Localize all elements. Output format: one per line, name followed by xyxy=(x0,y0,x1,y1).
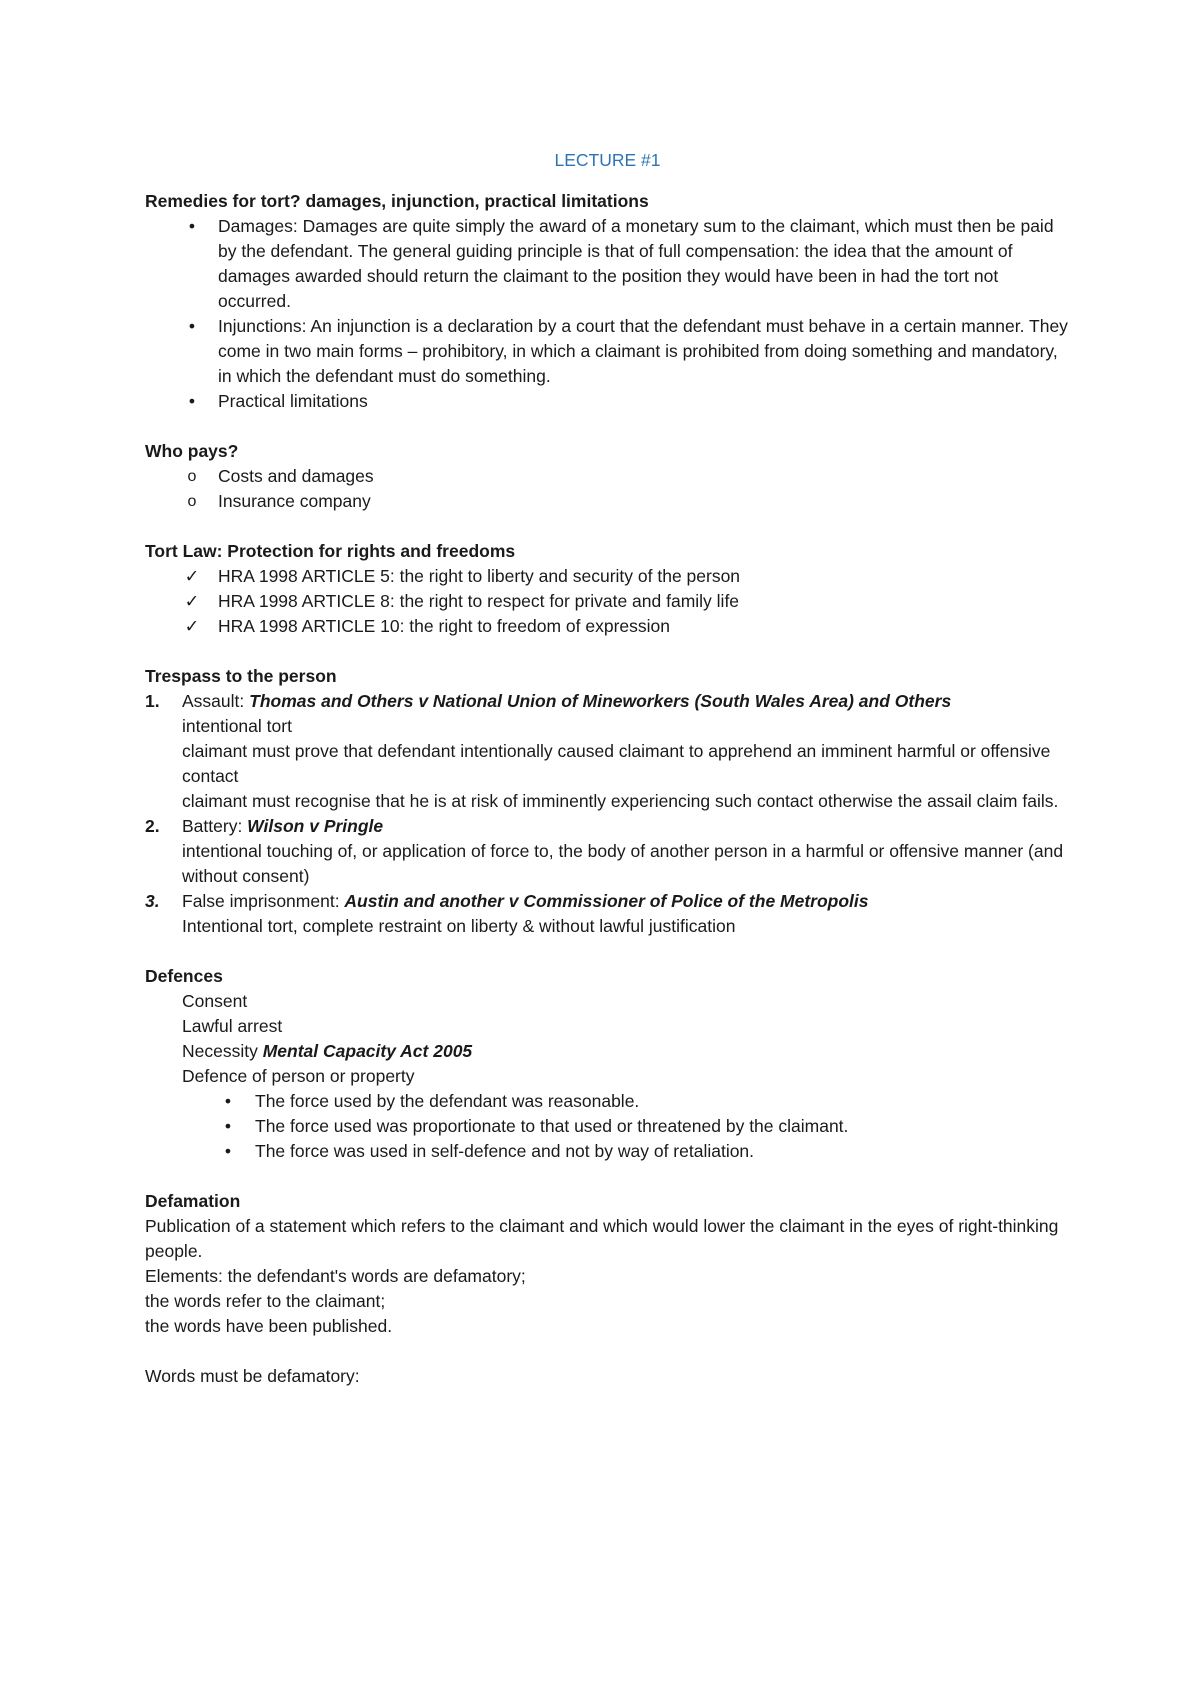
list-item: • Damages: Damages are quite simply the award of a monetary sum to the claimant, which must then be paid by the defendant. The general guiding principle is that of full compensation: the idea that the amount of damages awarded should return the claimant to the position they would have been in had the tort not occurred. xyxy=(145,214,1070,314)
list-item: • The force used was proportionate to that used or threatened by the claimant. xyxy=(145,1114,1070,1139)
list-item: ✓ HRA 1998 ARTICLE 8: the right to respect for private and family life xyxy=(145,589,1070,614)
defamation-line: Publication of a statement which refers to the claimant and which would lower the claimant in the eyes of right-thinking people. xyxy=(145,1216,1059,1261)
number-marker: 1. xyxy=(145,691,160,711)
list-item: ✓ HRA 1998 ARTICLE 10: the right to freedom of expression xyxy=(145,614,1070,639)
bullet-marker: • xyxy=(188,216,196,236)
who-pays-list xyxy=(145,464,1070,514)
defence-force-list xyxy=(145,1089,1070,1164)
bullet-marker: • xyxy=(224,1091,232,1111)
trespass-heading: Trespass to the person xyxy=(145,666,337,686)
page-title: LECTURE #1 xyxy=(554,150,661,170)
list-item: • The force used by the defendant was reasonable. xyxy=(145,1089,1070,1114)
number-marker: 2. xyxy=(145,816,160,836)
bullet-marker: • xyxy=(224,1116,232,1136)
battery-line: intentional touching of, or application of force to, the body of another person in a harmful or offensive manner (and without consent) xyxy=(182,841,1064,886)
act-name: Mental Capacity Act 2005 xyxy=(262,1041,473,1061)
check-icon: ✓ xyxy=(184,566,200,586)
list-item: • The force was used in self-defence and not by way of retaliation. xyxy=(145,1139,1070,1164)
list-item: o Costs and damages xyxy=(145,464,1070,489)
list-item-false-imprisonment: 3. False imprisonment: Austin and another v Commissioner of Police of the Metropolis xyxy=(145,889,1070,914)
defence-necessity: Necessity Mental Capacity Act 2005 xyxy=(182,1041,473,1061)
list-item: • Injunctions: An injunction is a declaration by a court that the defendant must behave in a certain manner. They come in two main forms – prohibitory, in which a claimant is prohibited from doing something and mandatory, in which the defendant must do something. xyxy=(145,314,1070,389)
defence-consent: Consent xyxy=(182,991,248,1011)
defamation-line: the words have been published. xyxy=(145,1316,393,1336)
circle-marker: o xyxy=(187,468,197,485)
trespass-list xyxy=(145,689,1070,939)
list-item: ✓ HRA 1998 ARTICLE 5: the right to liberty and security of the person xyxy=(145,564,1070,589)
tort-law-list xyxy=(145,564,1070,639)
document-page xyxy=(145,148,1070,1389)
remedies-list xyxy=(145,214,1070,414)
circle-marker: o xyxy=(187,493,197,510)
list-item: • Practical limitations xyxy=(145,389,1070,414)
case-name: Thomas and Others v National Union of Mineworkers (South Wales Area) and Others xyxy=(249,691,952,711)
check-icon: ✓ xyxy=(184,591,200,611)
tort-law-heading: Tort Law: Protection for rights and freedoms xyxy=(145,541,516,561)
list-item-battery: 2. Battery: Wilson v Pringle xyxy=(145,814,1070,839)
defamation-heading: Defamation xyxy=(145,1191,241,1211)
bullet-marker: • xyxy=(224,1141,232,1161)
bullet-marker: • xyxy=(188,316,196,336)
defamation-line: the words refer to the claimant; xyxy=(145,1291,386,1311)
list-item: o Insurance company xyxy=(145,489,1070,514)
check-icon: ✓ xyxy=(184,616,200,636)
who-pays-heading: Who pays? xyxy=(145,441,239,461)
assault-line: claimant must prove that defendant intentionally caused claimant to apprehend an imminent harmful or offensive contact xyxy=(182,741,1051,786)
false-imprisonment-line: Intentional tort, complete restraint on liberty & without lawful justification xyxy=(182,916,736,936)
assault-line: intentional tort xyxy=(182,716,292,736)
defences-heading: Defences xyxy=(145,966,223,986)
defamation-line: Elements: the defendant's words are defamatory; xyxy=(145,1266,526,1286)
bullet-marker: • xyxy=(188,391,196,411)
case-name: Wilson v Pringle xyxy=(247,816,384,836)
assault-line: claimant must recognise that he is at risk of imminently experiencing such contact otherwise the assail claim fails. xyxy=(182,791,1059,811)
number-marker: 3. xyxy=(145,891,160,911)
list-item-assault: 1. Assault: Thomas and Others v National Union of Mineworkers (South Wales Area) and Others xyxy=(145,689,1070,714)
remedies-heading: Remedies for tort? damages, injunction, practical limitations xyxy=(145,191,649,211)
case-name: Austin and another v Commissioner of Police of the Metropolis xyxy=(344,891,869,911)
defence-lawful-arrest: Lawful arrest xyxy=(182,1016,283,1036)
words-must-line: Words must be defamatory: xyxy=(145,1366,360,1386)
defence-person-property: Defence of person or property xyxy=(182,1066,415,1086)
